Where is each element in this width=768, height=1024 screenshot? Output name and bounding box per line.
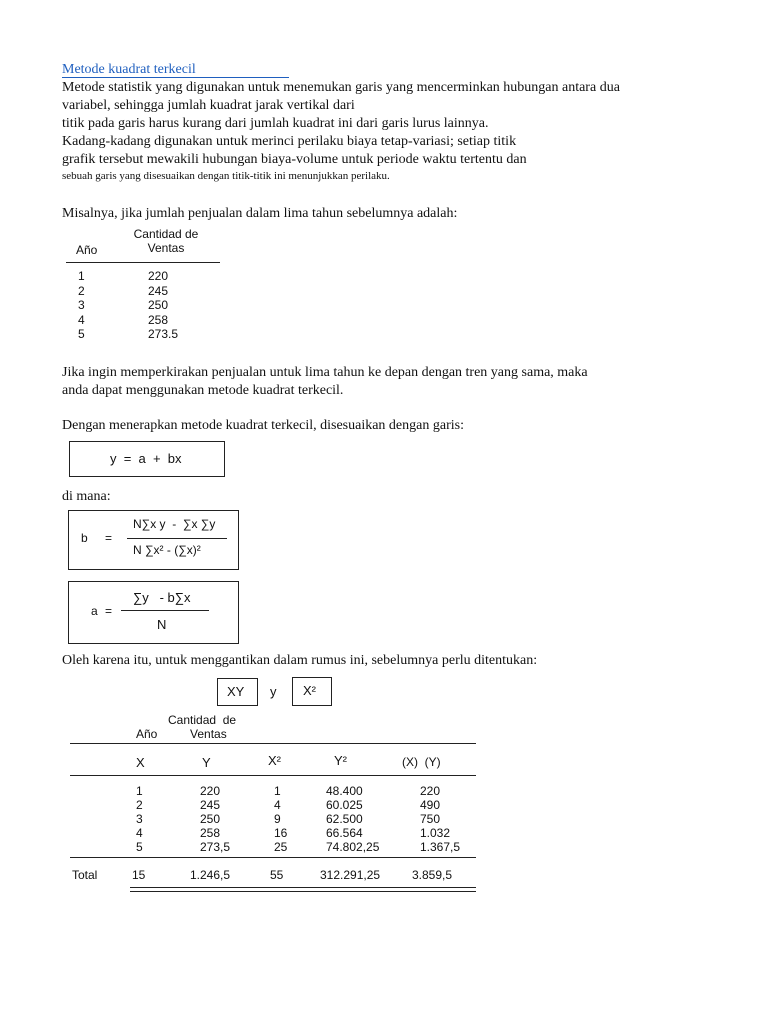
header-top-rule: [70, 743, 476, 744]
sales-table: [66, 226, 220, 342]
sales-cell: 258: [148, 312, 169, 327]
x2-cell: 9: [274, 812, 281, 826]
sales-header-line2: Ventas: [147, 241, 185, 255]
forecast-line-2: anda dapat menggunakan metode kuadrat terkecil.: [62, 383, 344, 398]
x2-cell: 1: [274, 784, 281, 798]
formula-b-lhs: b: [81, 531, 88, 545]
and-label: y: [270, 684, 277, 699]
total-xy: 3.859,5: [412, 868, 453, 882]
x-cell: 3: [136, 812, 143, 826]
sales-table-header: [66, 226, 220, 263]
header-y: Y: [202, 755, 211, 770]
apply-text: Dengan menerapkan metode kuadrat terkecil, disesuaikan dengan garis:: [62, 418, 464, 433]
table-row: [66, 327, 220, 342]
table-row: [66, 313, 220, 328]
x2-cell: 25: [274, 840, 288, 854]
y2-cell: 74.802,25: [326, 840, 380, 854]
total-y: 1.246,5: [190, 868, 231, 882]
where-text: di mana:: [62, 489, 111, 504]
double-rule-top: [130, 887, 476, 888]
formula-a-denominator: N: [157, 617, 167, 632]
formula-b-eq: =: [105, 531, 113, 545]
year-cell: 5: [78, 327, 85, 341]
xy-cell: 490: [420, 798, 441, 812]
equation-box: [69, 441, 225, 477]
total-rule: [70, 857, 476, 858]
double-rule-bottom: [130, 891, 476, 892]
xy-label: XY: [227, 684, 245, 699]
replace-text: Oleh karena itu, untuk menggantikan dalam rumus ini, sebelumnya perlu ditentukan:: [62, 653, 538, 668]
calculation-table: [70, 712, 480, 897]
formula-b-fraction-line: [127, 538, 227, 539]
example-text: Misalnya, jika jumlah penjualan dalam lima tahun sebelumnya adalah:: [62, 206, 458, 221]
page-title[interactable]: Metode kuadrat terkecil: [62, 62, 289, 78]
xy-cell: 1.367,5: [420, 840, 461, 854]
year-cell: 4: [78, 312, 85, 327]
y2-cell: 62.500: [326, 812, 363, 826]
table-row: [66, 298, 220, 313]
year-cell: 1: [78, 269, 85, 283]
y2-cell: 66.564: [326, 826, 363, 840]
forecast-line-1: Jika ingin memperkirakan penjualan untuk lima tahun ke depan dengan tren yang sama, maka: [62, 365, 588, 380]
formula-a-box: [68, 581, 239, 644]
total-x: 15: [132, 868, 146, 882]
formula-b-denominator: N ∑x² - (∑x)²: [133, 543, 201, 557]
formula-a-eq: =: [105, 604, 113, 618]
sales-header-line1: Cantidad de: [168, 713, 237, 727]
intro-line-1: Metode statistik yang digunakan untuk menemukan garis yang mencerminkan hubungan antara dua: [62, 80, 620, 95]
x-cell: 5: [136, 840, 143, 854]
xy-cell: 750: [420, 812, 441, 826]
sales-cell: 220: [148, 269, 169, 283]
year-header: Año: [136, 727, 158, 741]
x2-cell: 16: [274, 826, 288, 840]
intro-line-5: grafik tersebut mewakili hubungan biaya-volume untuk periode waktu tertentu dan: [62, 152, 527, 167]
y2-cell: 60.025: [326, 798, 363, 812]
intro-line-3: titik pada garis harus kurang dari jumlah kuadrat ini dari garis lurus lainnya.: [62, 116, 489, 131]
xy-cell: 220: [420, 784, 441, 798]
x2-cell: 4: [274, 798, 281, 812]
formula-a-fraction-line: [121, 610, 209, 611]
xy-cell: 1.032: [420, 826, 451, 840]
sales-header: [126, 227, 206, 255]
header-y2: Y²: [334, 753, 347, 768]
y-cell: 250: [200, 812, 221, 826]
sales-cell: 250: [148, 298, 169, 312]
sales-cell: 273.5: [148, 327, 179, 341]
year-cell: 3: [78, 298, 85, 312]
y2-cell: 48.400: [326, 784, 363, 798]
y-cell: 245: [200, 798, 221, 812]
total-x2: 55: [270, 868, 284, 882]
y-cell: 220: [200, 784, 221, 798]
total-y2: 312.291,25: [320, 868, 381, 882]
year-cell: 2: [78, 283, 85, 298]
x2-box: [292, 677, 332, 706]
x2-label: X²: [303, 683, 316, 698]
y-cell: 273,5: [200, 840, 231, 854]
header-x: X: [136, 755, 145, 770]
table-row: [66, 269, 220, 284]
total-label: Total: [72, 868, 98, 882]
year-header: Año: [76, 243, 98, 257]
xy-box: [217, 678, 258, 706]
formula-b-numerator: N∑x y - ∑x ∑y: [133, 517, 216, 531]
y-cell: 258: [200, 826, 221, 840]
formula-b-box: [68, 510, 239, 570]
header-x2: X²: [268, 753, 281, 768]
header-bottom-rule: [70, 775, 476, 776]
sales-cell: 245: [148, 283, 169, 298]
sales-header-line2: Ventas: [190, 727, 227, 741]
intro-line-4: Kadang-kadang digunakan untuk merinci perilaku biaya tetap-variasi; setiap titik: [62, 134, 517, 149]
formula-a-numerator: ∑y - b∑x: [133, 590, 191, 605]
intro-line-2: variabel, sehingga jumlah kuadrat jarak vertikal dari: [62, 98, 355, 113]
equation-text: y = a + bx: [110, 451, 182, 466]
sales-header-line1: Cantidad de: [133, 227, 199, 241]
x-cell: 1: [136, 784, 143, 798]
intro-small-line: sebuah garis yang disesuaikan dengan titik-titik ini menunjukkan perilaku.: [62, 170, 390, 182]
header-xy: (X) (Y): [402, 755, 441, 769]
table-row: [66, 284, 220, 299]
x-cell: 4: [136, 826, 143, 840]
x-cell: 2: [136, 798, 143, 812]
formula-a-lhs: a: [91, 604, 98, 618]
